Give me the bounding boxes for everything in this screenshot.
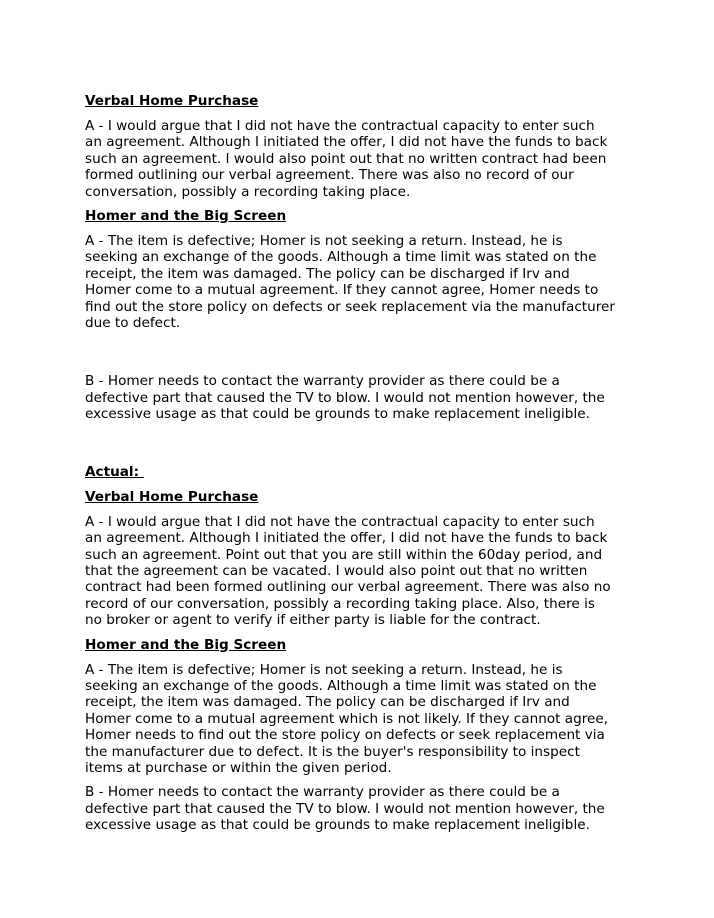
paragraph-actual-verbal-home-purchase-a: A - I would argue that I did not have the contractual capacity to enter such an agreement. Although I initiated the offer, I did not have the funds to back such an agreement. Point out that you are still within the 60day period, and that the agreement can be vacated. I would also point out that no written contract had been formed outlining our verbal agreement. There was also no record of our conversation, possibly a recording taking place. Also, there is no broker or agent to verify if either party is liable for the contract. xyxy=(85,513,611,629)
paragraph-homer-big-screen-b: B - Homer needs to contact the warranty provider as there could be a defective part that caused the TV to blow. I would not mention however, the excessive usage as that could be grounds to make replacement ineligible. xyxy=(85,373,605,423)
paragraph-homer-big-screen-a: A - The item is defective; Homer is not seeking a return. Instead, he is seeking an exchange of the goods. Although a time limit was stated on the receipt, the item was damaged. The policy can be discharged if Irv and Homer come to a mutual agreement. If they cannot agree, Homer needs to find out the store policy on defects or seek replacement via the manufacturer due to defect. xyxy=(85,233,615,332)
heading-homer-big-screen: Homer and the Big Screen xyxy=(85,208,287,225)
paragraph-actual-homer-big-screen-b: B - Homer needs to contact the warranty provider as there could be a defective part that caused the TV to blow. I would not mention however, the excessive usage as that could be grounds to make replacement ineligible. xyxy=(85,784,605,834)
blank-spacer xyxy=(85,339,645,373)
heading-actual: Actual: xyxy=(85,463,144,480)
heading-verbal-home-purchase: Verbal Home Purchase xyxy=(85,93,259,109)
heading-actual-verbal-home-purchase: Verbal Home Purchase xyxy=(85,488,259,505)
paragraph-verbal-home-purchase-a: A - I would argue that I did not have the contractual capacity to enter such an agreement. Although I initiated the offer, I did not have the funds to back such an agreement. I would also point out that no written contract had been formed outlining our verbal agreement. There was also no record of our conversation, possibly a recording taking place. xyxy=(85,118,608,200)
paragraph-actual-homer-big-screen-a: A - The item is defective; Homer is not seeking a return. Instead, he is seeking an exchange of the goods. Although a time limit was stated on the receipt, the item was damaged. The policy can be discharged if Irv and Homer come to a mutual agreement which is not likely. If they cannot agree, Homer needs to find out the store policy on defects or seek replacement via the manufacturer due to defect. It is the buyer's responsibility to inspect items at purchase or within the given period. xyxy=(85,661,609,776)
document-page xyxy=(85,93,645,842)
heading-actual-homer-big-screen: Homer and the Big Screen xyxy=(85,636,287,653)
blank-spacer xyxy=(85,431,645,464)
